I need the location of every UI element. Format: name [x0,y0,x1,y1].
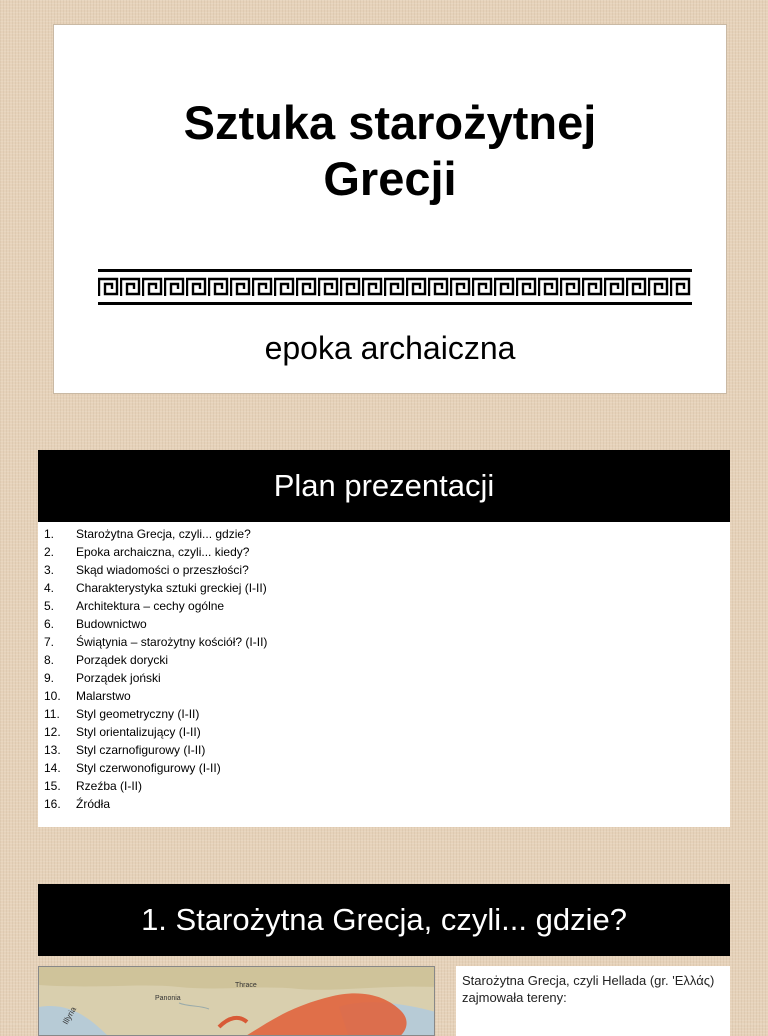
plan-slide [38,450,730,827]
plan-item-number: 6. [44,617,55,631]
plan-item-text: Skąd wiadomości o przeszłości? [76,563,249,577]
plan-header: Plan prezentacji [38,450,730,522]
plan-item [38,777,730,795]
plan-item [38,741,730,759]
plan-item-text: Styl geometryczny (I-II) [76,707,200,721]
presentation-subtitle: epoka archaiczna [264,330,516,366]
plan-item-text: Architektura – cechy ogólne [76,599,225,613]
plan-item-number: 13. [44,743,61,757]
plan-item [38,795,730,813]
plan-item-number: 8. [44,653,55,667]
plan-item-text: Malarstwo [76,689,131,703]
plan-item-text: Źródła [76,797,111,811]
map-label-thrace: Thrace [235,982,257,989]
slide-where [38,884,730,1024]
plan-item [38,651,730,669]
plan-item [38,633,730,651]
plan-item-number: 5. [44,599,55,613]
plan-item-number: 16. [44,797,61,811]
plan-item-text: Porządek joński [76,671,161,685]
map-label-illyria: Illyria [60,1005,79,1026]
map-label-panonia: Panonia [155,995,181,1002]
plan-item [38,561,730,579]
plan-item-number: 11. [44,707,60,721]
plan-item-number: 9. [44,671,55,685]
plan-item [38,669,730,687]
plan-item-text: Styl orientalizujący (I-II) [76,725,201,739]
plan-item-text: Styl czarnofigurowy (I-II) [76,743,206,757]
title-line-1: Sztuka starożytnej [183,96,597,149]
title-slide [53,24,727,394]
plan-item [38,597,730,615]
greek-meander-border [98,269,692,305]
map-image [38,966,435,1036]
plan-item [38,525,730,543]
plan-item [38,579,730,597]
plan-item-number: 10. [44,689,61,703]
plan-item-number: 3. [44,563,55,577]
plan-item-text: Epoka archaiczna, czyli... kiedy? [76,545,250,559]
plan-item-number: 12. [44,725,61,739]
plan-item-text: Starożytna Grecja, czyli... gdzie? [76,527,251,541]
plan-item-number: 15. [44,779,61,793]
plan-item-text: Budownictwo [76,617,147,631]
plan-item-number: 2. [44,545,55,559]
plan-item [38,687,730,705]
plan-item [38,615,730,633]
plan-item [38,759,730,777]
plan-item-number: 1. [44,527,55,541]
plan-item-text: Rzeźba (I-II) [76,779,143,793]
slide-where-header: 1. Starożytna Grecja, czyli... gdzie? [38,884,730,956]
plan-item-text: Styl czerwonofigurowy (I-II) [76,761,221,775]
plan-item-text: Świątynia – starożytny kościół? (I-II) [76,635,268,649]
plan-item-text: Porządek dorycki [76,653,169,667]
plan-list [38,522,730,813]
title-line-2: Grecji [323,152,457,205]
plan-item-text: Charakterystyka sztuki greckiej (I-II) [76,581,267,595]
plan-item [38,705,730,723]
plan-item-number: 14. [44,761,61,775]
plan-item-number: 4. [44,581,55,595]
presentation-title [54,95,726,207]
plan-item [38,723,730,741]
plan-item [38,543,730,561]
slide-where-text: Starożytna Grecja, czyli Hellada (gr. 'Ελλάς) zajmowała tereny: [456,966,730,1036]
plan-item-number: 7. [44,635,55,649]
